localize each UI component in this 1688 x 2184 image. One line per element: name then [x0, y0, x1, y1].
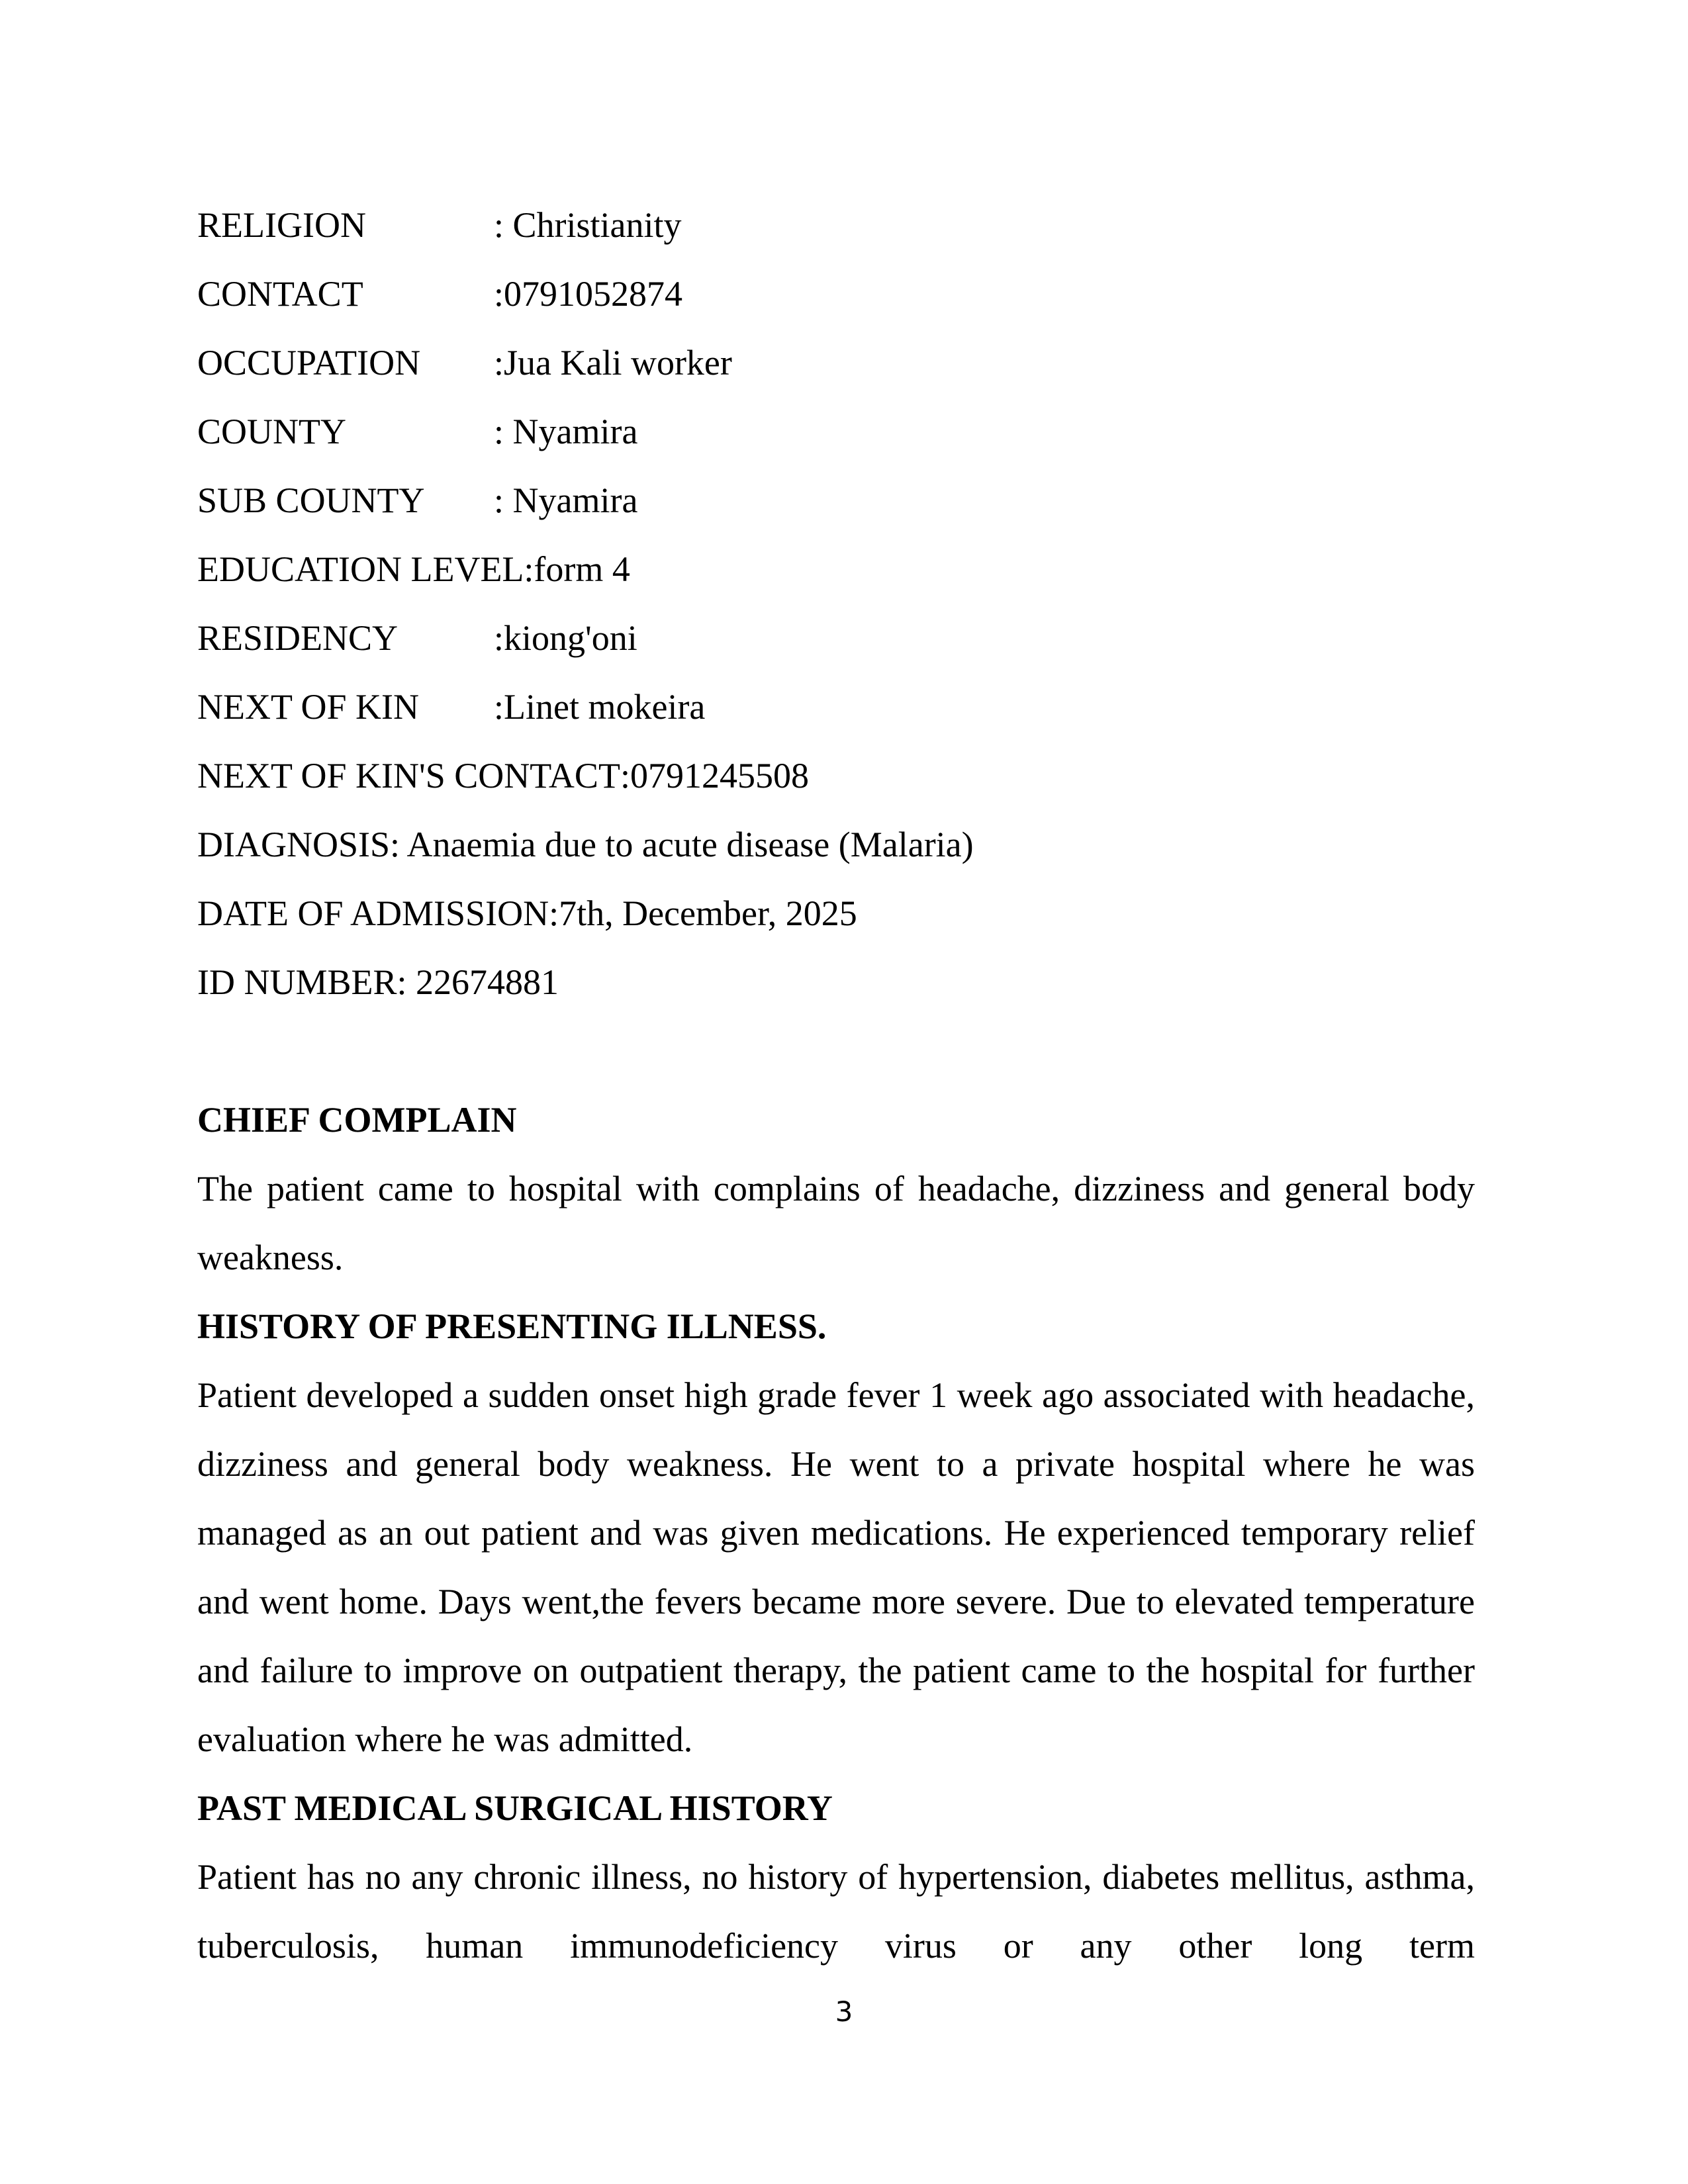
chief-complain-text: The patient came to hospital with complains of headache, dizziness and general body weakness. [197, 1169, 1475, 1277]
field-sub-county [197, 466, 1475, 535]
page-number: 3 [835, 1995, 853, 2028]
section-spacer [197, 1017, 1475, 1085]
field-value: :Linet mokeira [494, 687, 706, 727]
past-history-heading: PAST MEDICAL SURGICAL HISTORY [197, 1788, 833, 1828]
field-label: DIAGNOSIS [197, 825, 391, 864]
field-value: : Christianity [494, 205, 682, 245]
field-label: COUNTY [197, 412, 346, 451]
field-value: :kiong'oni [494, 618, 637, 658]
chief-complain-heading: CHIEF COMPLAIN [197, 1100, 517, 1140]
history-text: Patient developed a sudden onset high grade fever 1 week ago associated with headache, dizziness and general body weakness. He went to a private hospital where he was managed as an out patient and was given medications. He experienced temporary relief and went home. Days went,the fevers became more severe. Due to elevated temperature and failure to improve on outpatient therapy, the patient came to the hospital for further evaluation where he was admitted. [197, 1375, 1475, 1759]
field-label: RESIDENCY [197, 618, 399, 658]
field-id-number [197, 948, 1475, 1017]
field-label: DATE OF ADMISSION [197, 893, 549, 933]
field-label: RELIGION [197, 205, 366, 245]
field-value: : Nyamira [494, 480, 638, 520]
history-heading: HISTORY OF PRESENTING ILLNESS. [197, 1306, 827, 1346]
field-religion [197, 191, 1475, 259]
field-value: : Nyamira [494, 412, 638, 451]
field-education-level [197, 535, 1475, 604]
field-residency [197, 604, 1475, 672]
field-county [197, 397, 1475, 466]
field-label: CONTACT [197, 274, 363, 314]
field-date-of-admission [197, 879, 1475, 948]
field-next-of-kin-contact [197, 741, 1475, 810]
field-value: : 22674881 [397, 962, 559, 1002]
field-diagnosis [197, 810, 1475, 879]
field-value: :form 4 [524, 549, 630, 589]
field-contact [197, 259, 1475, 328]
field-label: SUB COUNTY [197, 480, 425, 520]
field-value: :7th, December, 2025 [549, 893, 857, 933]
document-content [197, 191, 1475, 1980]
field-value: :0791245508 [620, 756, 809, 796]
field-label: OCCUPATION [197, 343, 421, 383]
field-value: :0791052874 [494, 274, 683, 314]
field-occupation [197, 328, 1475, 397]
field-label: NEXT OF KIN'S CONTACT [197, 756, 620, 796]
field-label: EDUCATION LEVEL [197, 549, 524, 589]
field-label: NEXT OF KIN [197, 687, 419, 727]
past-history-text: Patient has no any chronic illness, no history of hypertension, diabetes mellitus, asthma, tuberculosis, human immunodeficiency virus or any other long term [197, 1857, 1475, 1966]
field-value: :Jua Kali worker [494, 343, 732, 383]
field-label: ID NUMBER [197, 962, 397, 1002]
field-value: : Anaemia due to acute disease (Malaria) [390, 825, 974, 864]
field-next-of-kin [197, 672, 1475, 741]
